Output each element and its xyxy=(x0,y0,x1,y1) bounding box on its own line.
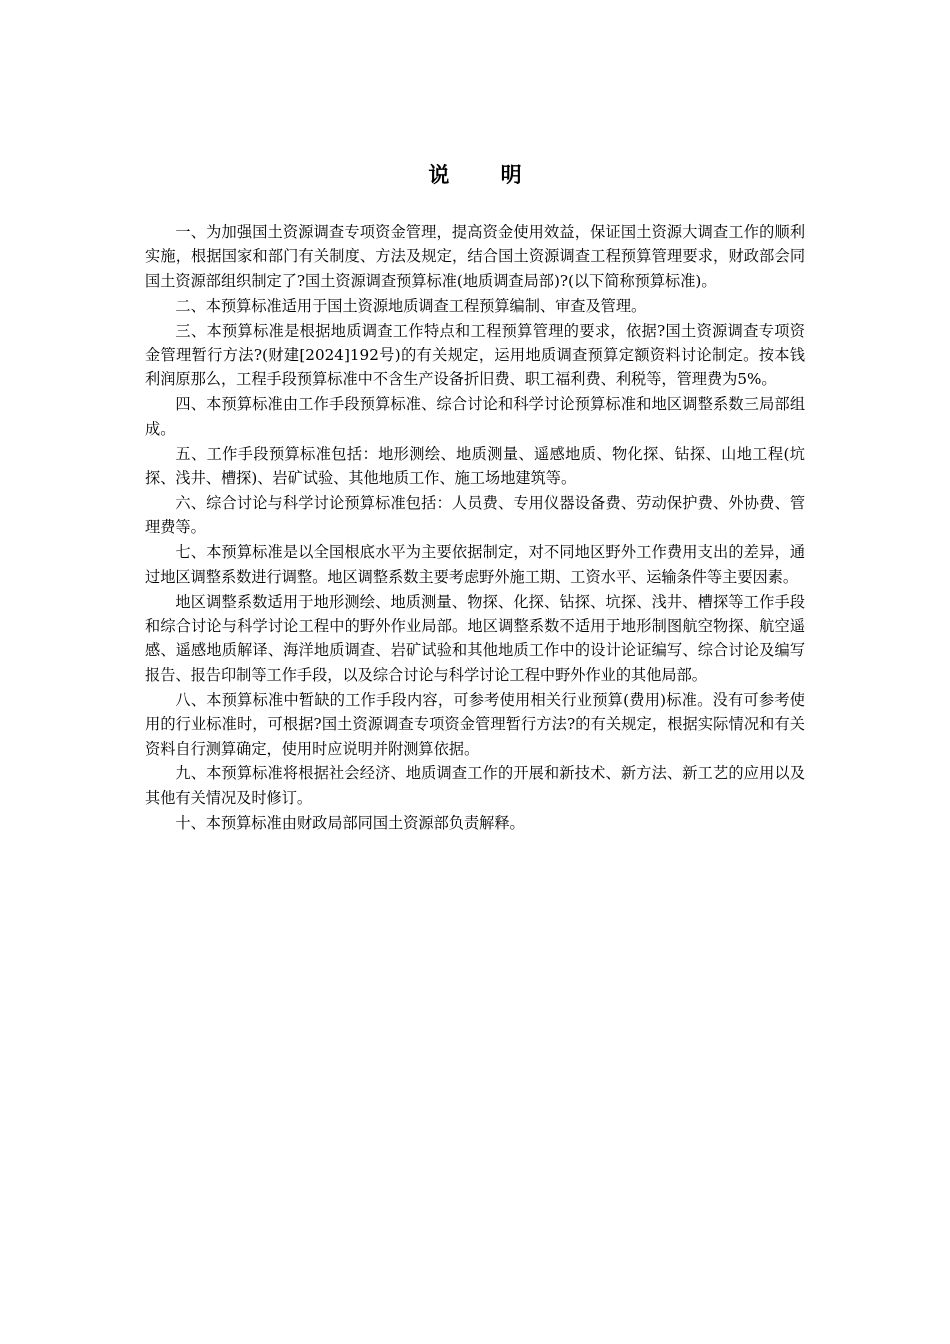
paragraph-8: 地区调整系数适用于地形测绘、地质测量、物探、化探、钻探、坑探、浅井、槽探等工作手段和综合讨论与科学讨论工程中的野外作业局部。地区调整系数不适用于地形制图航空物探、航空遥感、遥感地质解译、海洋地质调查、岩矿试验和其他地质工作中的设计论证编写、综合讨论及编写报告、报告印制等工作手段，以及综合讨论与科学讨论工程中野外作业的其他局部。 xyxy=(145,592,805,684)
paragraph-1: 一、为加强国土资源调查专项资金管理，提高资金使用效益，保证国土资源大调查工作的顺利实施，根据国家和部门有关制度、方法及规定，结合国土资源调查工程预算管理要求，财政部会同国土资源部组织制定了?国土资源调查预算标准(地质调查局部)?(以下简称预算标准)。 xyxy=(145,223,805,290)
paragraph-11: 十、本预算标准由财政局部同国土资源部负责解释。 xyxy=(175,813,525,832)
paragraph-10: 九、本预算标准将根据社会经济、地质调查工作的开展和新技术、新方法、新工艺的应用以及其他有关情况及时修订。 xyxy=(145,764,805,807)
paragraph-2: 二、本预算标准适用于国土资源地质调查工程预算编制、审查及管理。 xyxy=(175,296,647,315)
paragraph-3: 三、本预算标准是根据地质调查工作特点和工程预算管理的要求，依据?国土资源调查专项资金管理暂行方法?(财建[2024]192号)的有关规定，运用地质调查预算定额资料讨论制定。按本钱利润原那么，工程手段预算标准中不含生产设备折旧费、职工福利费、利税等，管理费为5%。 xyxy=(145,321,805,389)
paragraph-5: 五、工作手段预算标准包括：地形测绘、地质测量、遥感地质、物化探、钻探、山地工程(坑探、浅井、槽探)、岩矿试验、其他地质工作、施工场地建筑等。 xyxy=(145,444,805,488)
paragraph-7: 七、本预算标准是以全国根底水平为主要依据制定，对不同地区野外工作费用支出的差异，通过地区调整系数进行调整。地区调整系数主要考虑野外施工期、工资水平、运输条件等主要因素。 xyxy=(145,543,805,586)
paragraph-6: 六、综合讨论与科学讨论预算标准包括：人员费、专用仪器设备费、劳动保护费、外协费、管理费等。 xyxy=(145,493,805,537)
document-page xyxy=(145,160,805,836)
paragraph-4: 四、本预算标准由工作手段预算标准、综合讨论和科学讨论预算标准和地区调整系数三局部组成。 xyxy=(145,395,805,438)
page-title: 说 明 xyxy=(428,162,544,187)
paragraph-9: 八、本预算标准中暂缺的工作手段内容，可参考使用相关行业预算(费用)标准。没有可参考使用的行业标准时，可根据?国土资源调查专项资金管理暂行方法?的有关规定，根据实际情况和有关资料自行测算确定，使用时应说明并附测算依据。 xyxy=(145,690,805,758)
